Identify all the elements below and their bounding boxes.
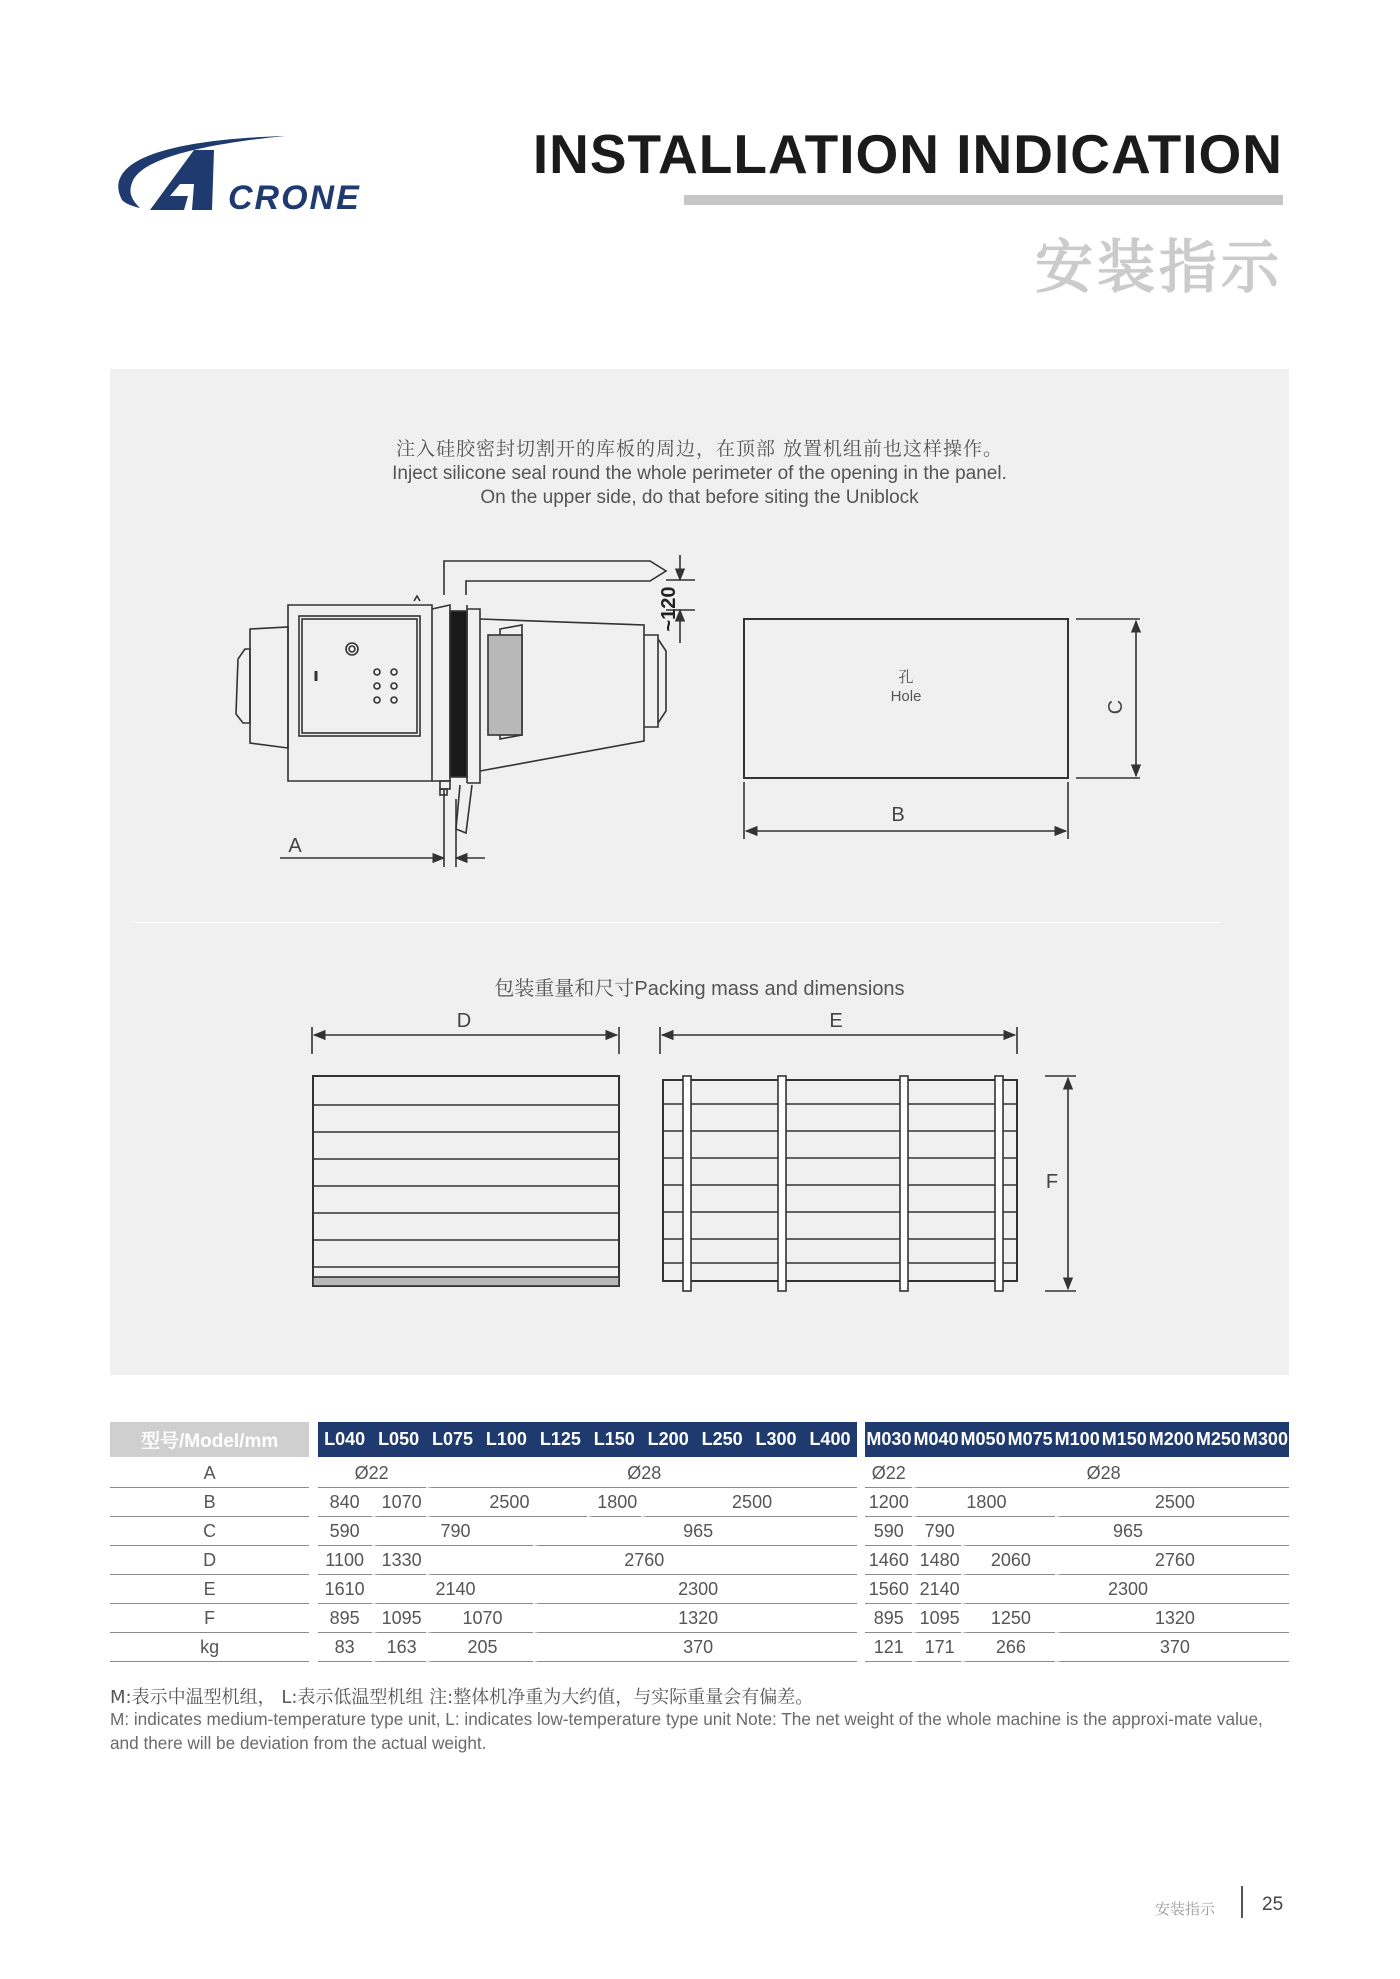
table-cell: 1095: [912, 1604, 961, 1633]
table-cell: 83: [318, 1633, 372, 1662]
table-gap: [857, 1633, 865, 1662]
table-cell: 1800: [587, 1488, 641, 1517]
dimension-a: [280, 789, 485, 867]
brand-logo: [110, 128, 370, 228]
table-cell: 2500: [426, 1488, 588, 1517]
table-cell: 121: [865, 1633, 912, 1662]
row-label: B: [110, 1488, 309, 1517]
install-note-cn: 注入硅胶密封切割开的库板的周边，在顶部 放置机组前也这样操作。: [395, 438, 1004, 460]
table-gap: [309, 1604, 317, 1633]
table-cell: 370: [533, 1633, 857, 1662]
dim-e-label: E: [829, 1010, 843, 1032]
packing-box-side: [312, 1010, 619, 1286]
row-label: E: [110, 1575, 309, 1604]
table-gap: [309, 1517, 317, 1546]
table-cell: 2060: [961, 1546, 1055, 1575]
row-label: A: [110, 1457, 309, 1488]
table-cell: 163: [372, 1633, 426, 1662]
installation-panel: [110, 369, 1289, 1375]
table-gap: [857, 1517, 865, 1546]
l-models-header: [318, 1422, 857, 1457]
table-cell: 1560: [865, 1575, 912, 1604]
table-cell: 2500: [641, 1488, 857, 1517]
dim-d-label: D: [456, 1010, 472, 1032]
table-cell: 1200: [865, 1488, 912, 1517]
table-cell: 1320: [533, 1604, 857, 1633]
table-cell: 790: [372, 1517, 534, 1546]
table-gap: [857, 1546, 865, 1575]
model-label: M200: [1148, 1429, 1194, 1449]
hole-label-en: Hole: [890, 688, 922, 705]
table-cell: 370: [1055, 1633, 1289, 1662]
table-cell: 2760: [1055, 1546, 1289, 1575]
table-row: [110, 1575, 1289, 1604]
table-row: [110, 1488, 1289, 1517]
table-cell: Ø22: [318, 1457, 426, 1488]
install-note-en-1: Inject silicone seal round the whole perimeter of the opening in the panel.: [392, 463, 1007, 484]
table-cell: 2300: [961, 1575, 1289, 1604]
model-label: M075: [1007, 1429, 1053, 1449]
table-cell: Ø28: [426, 1457, 857, 1488]
dim-b-label: B: [891, 804, 905, 826]
table-cell: 895: [318, 1604, 372, 1633]
model-label: L040: [324, 1429, 366, 1449]
table-cell: Ø28: [912, 1457, 1289, 1488]
table-cell: 205: [426, 1633, 534, 1662]
table-cell: 2300: [533, 1575, 857, 1604]
table-row: [110, 1546, 1289, 1575]
row-label: C: [110, 1517, 309, 1546]
dim-f-label: F: [1045, 1171, 1059, 1193]
table-gap: [309, 1488, 317, 1517]
model-label: M150: [1101, 1429, 1147, 1449]
uniblock-unit-drawing: [236, 561, 666, 833]
table-gap: [857, 1604, 865, 1633]
packing-title-cn: 包装重量和尺寸: [494, 976, 635, 1000]
table-cell: 1095: [372, 1604, 426, 1633]
row-label: kg: [110, 1633, 309, 1662]
table-cell: 965: [533, 1517, 857, 1546]
footnote-en: M: indicates medium-temperature type unit, L: indicates low-temperature type unit Note: The net weight of the whole machine is the approxi-mate value, and there will be deviation from the actual weight.: [110, 1709, 1263, 1753]
hole-label-cn: 孔: [898, 668, 914, 686]
table-header-row: [110, 1422, 1289, 1457]
dim-a-label: A: [288, 835, 302, 857]
footnote-cn: M:表示中温型机组， L:表示低温型机组 注:整体机净重为大约值，与实际重量会有偏差。: [110, 1687, 814, 1708]
table-row: [110, 1457, 1289, 1488]
table-cell: Ø22: [865, 1457, 912, 1488]
table-cell: 1480: [912, 1546, 961, 1575]
m-models-header: [865, 1422, 1289, 1457]
table-gap: [857, 1457, 865, 1488]
model-label: L050: [378, 1429, 420, 1449]
table-cell: 1320: [1055, 1604, 1289, 1633]
row-label: F: [110, 1604, 309, 1633]
dim-c-label: C: [1105, 699, 1127, 715]
model-label: L200: [647, 1429, 689, 1449]
table-cell: 266: [961, 1633, 1055, 1662]
spec-table: [110, 1422, 1289, 1662]
model-label: M030: [866, 1429, 912, 1449]
install-note-en-2: On the upper side, do that before siting the Uniblock: [480, 487, 919, 508]
page-title-cn: 安装指示: [1034, 233, 1283, 301]
model-label: L400: [809, 1429, 851, 1449]
model-label: M300: [1242, 1429, 1288, 1449]
panel-divider: [134, 922, 1220, 923]
table-gap: [857, 1575, 865, 1604]
table-header-label: 型号/Model/mm: [110, 1422, 309, 1457]
table-cell: 2760: [426, 1546, 857, 1575]
table-cell: 2140: [912, 1575, 961, 1604]
model-label: M250: [1195, 1429, 1241, 1449]
table-cell: 895: [865, 1604, 912, 1633]
page-title: INSTALLATION INDICATION: [532, 123, 1283, 185]
technical-drawing: [110, 369, 1289, 1375]
page-number: 25: [1262, 1894, 1284, 1915]
table-row: [110, 1604, 1289, 1633]
table-cell: 1070: [426, 1604, 534, 1633]
table-gap: [857, 1488, 865, 1517]
table-cell: 790: [912, 1517, 961, 1546]
table-cell: 1330: [372, 1546, 426, 1575]
packing-box-front: [660, 1010, 1076, 1291]
model-label: L100: [485, 1429, 527, 1449]
table-gap: [309, 1633, 317, 1662]
packing-title: [110, 972, 1289, 1001]
table-row: [110, 1517, 1289, 1546]
table-cell: 590: [318, 1517, 372, 1546]
table-cell: 840: [318, 1488, 372, 1517]
model-label: M050: [960, 1429, 1006, 1449]
model-label: L075: [431, 1429, 474, 1449]
table-cell: 1610: [318, 1575, 372, 1604]
footer-divider: [1241, 1886, 1243, 1918]
clearance-label: ~120: [658, 586, 680, 632]
table-cell: 1460: [865, 1546, 912, 1575]
model-label: M100: [1054, 1429, 1100, 1449]
table-cell: 2500: [1055, 1488, 1289, 1517]
packing-title-en: Packing mass and dimensions: [634, 978, 905, 1000]
model-label: L300: [755, 1429, 797, 1449]
table-gap: [309, 1575, 317, 1604]
hole-drawing: [744, 619, 1140, 839]
table-cell: 2140: [372, 1575, 534, 1604]
brand-name: CRONE: [228, 179, 361, 217]
row-label: D: [110, 1546, 309, 1575]
table-gap: [309, 1422, 317, 1457]
footer-section-label: 安装指示: [1155, 1900, 1216, 1918]
table-gap: [309, 1546, 317, 1575]
table-cell: 1250: [961, 1604, 1055, 1633]
model-label: L150: [593, 1429, 635, 1449]
model-label: L250: [701, 1429, 743, 1449]
table-cell: 1100: [318, 1546, 372, 1575]
table-cell: 590: [865, 1517, 912, 1546]
table-cell: 1800: [912, 1488, 1054, 1517]
table-gap: [857, 1422, 865, 1457]
table-cell: 171: [912, 1633, 961, 1662]
table-cell: 1070: [372, 1488, 426, 1517]
table-gap: [309, 1457, 317, 1488]
table-body: [110, 1457, 1289, 1662]
table-row: [110, 1633, 1289, 1662]
title-underline: [684, 195, 1283, 205]
clearance-dimension: [658, 555, 695, 643]
model-label: L125: [539, 1429, 581, 1449]
model-label: M040: [913, 1429, 959, 1449]
table-cell: 965: [961, 1517, 1289, 1546]
